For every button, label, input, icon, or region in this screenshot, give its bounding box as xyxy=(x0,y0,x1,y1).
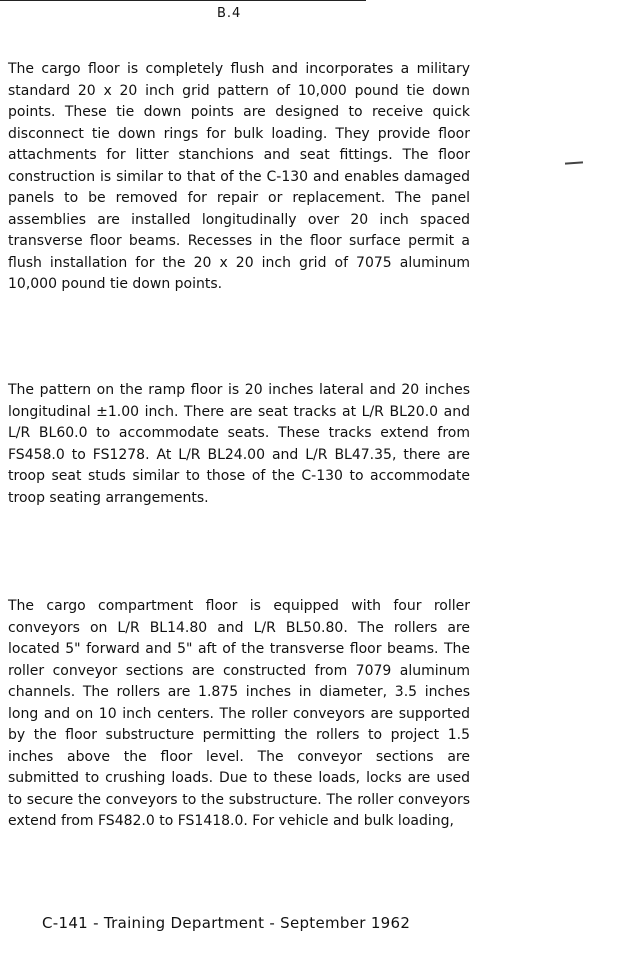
page-footer: C-141 - Training Department - September 1962 xyxy=(42,914,411,932)
stray-mark xyxy=(565,161,583,164)
page-number: B.4 xyxy=(217,6,242,21)
paragraph-cargo-floor: The cargo floor is completely flush and incorporates a military standard 20 x 20 inch grid pattern of 10,000 pound tie down points. These tie down points are designed to receive quick disconnect tie down rings for bulk loading. They provide floor attachments for litter stanchions and seat fittings. The floor construction is similar to that of the C-130 and enables damaged panels to be removed for repair or replacement. The panel assemblies are installed longitudinally over 20 inch spaced transverse floor beams. Recesses in the floor surface permit a flush installation for the 20 x 20 inch grid of 7075 aluminum 10,000 pound tie down points. xyxy=(8,61,470,292)
top-rule xyxy=(0,0,366,1)
paragraph-roller-conveyors: The cargo compartment floor is equipped with four roller conveyors on L/R BL14.80 and L/R BL50.80. The rollers are located 5" forward and 5" aft of the transverse floor beams. The roller conveyor sections are constructed from 7079 aluminum channels. The rollers are 1.875 inches in diameter, 3.5 inches long and on 10 inch centers. The roller conveyors are supported by the floor substructure permitting the rollers to project 1.5 inches above the floor level. The conveyor sections are submitted to crushing loads. Due to these loads, locks are used to secure the conveyors to the substructure. The roller conveyors extend from FS482.0 to FS1418.0. For vehicle and bulk loading, xyxy=(8,598,470,829)
paragraph-ramp-floor: The pattern on the ramp floor is 20 inches lateral and 20 inches longitudinal ±1.00 inch. There are seat tracks at L/R BL20.0 and L/R BL60.0 to accommodate seats. These tracks extend from FS458.0 to FS1278. At L/R BL24.00 and L/R BL47.35, there are troop seat studs similar to those of the C-130 to accommodate troop seating arrangements. xyxy=(8,382,470,506)
